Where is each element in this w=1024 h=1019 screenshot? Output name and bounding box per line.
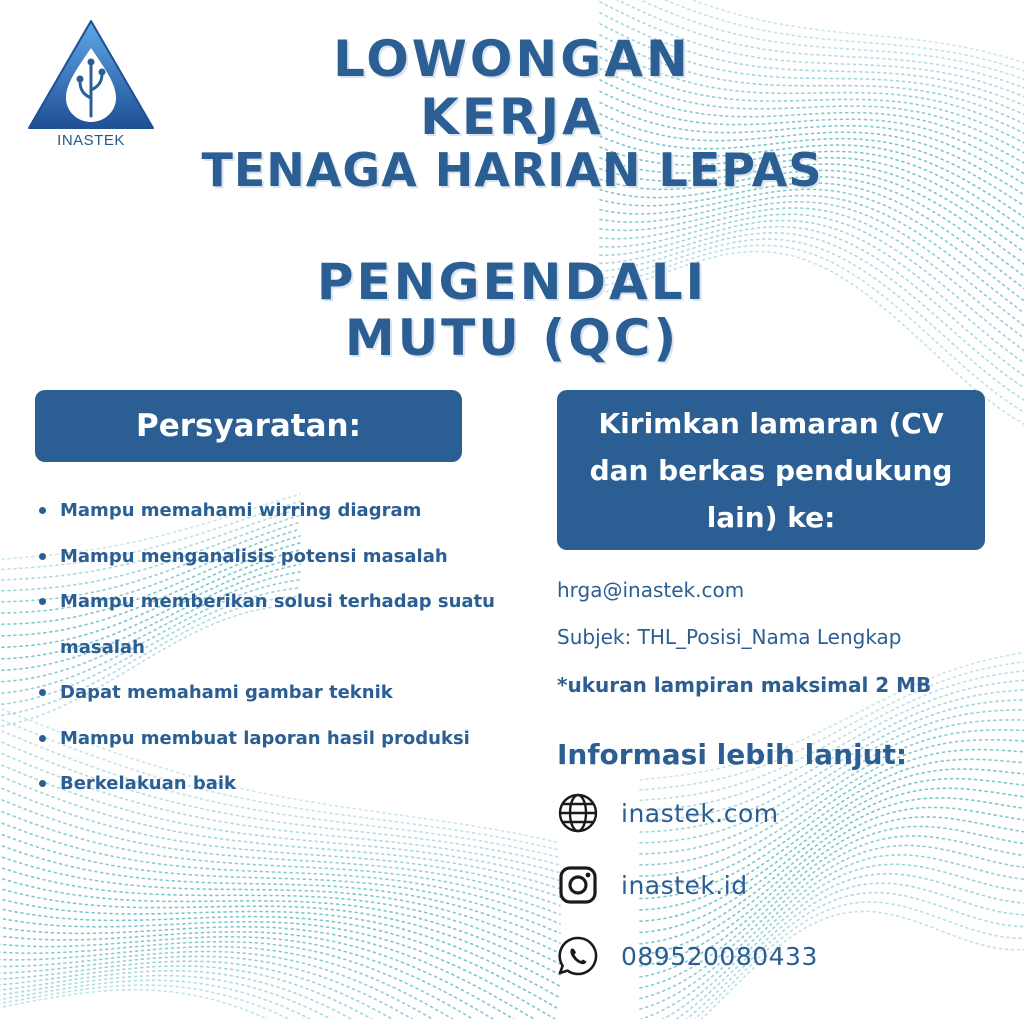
email-subject-format: Subjek: THL_Posisi_Nama Lengkap [557, 625, 902, 649]
requirements-heading-box [35, 390, 462, 462]
bullet-icon [39, 553, 46, 560]
title-line-2: KERJA [420, 88, 604, 146]
globe-icon [555, 790, 601, 836]
whatsapp-row[interactable] [555, 933, 818, 979]
title-line-1: LOWONGAN [333, 30, 691, 88]
more-info-heading: Informasi lebih lanjut: [557, 738, 908, 771]
bullet-icon [39, 689, 46, 696]
website-label: inastek.com [621, 798, 779, 828]
bullet-icon [39, 507, 46, 514]
list-item: Dapat memahami gambar teknik [34, 670, 534, 716]
application-heading-box [557, 390, 985, 550]
title-line-3: TENAGA HARIAN LEPAS [201, 143, 823, 197]
position-line-2: MUTU (QC) [344, 309, 680, 367]
website-row[interactable] [555, 790, 779, 836]
list-item: Mampu menganalisis potensi masalah [34, 534, 534, 580]
requirements-heading: Persyaratan: [135, 408, 362, 444]
list-item: Mampu memberikan solusi terhadap suatu [34, 579, 534, 625]
bullet-icon [39, 598, 46, 605]
whatsapp-label: 089520080433 [621, 941, 818, 971]
application-heading: Kirimkan lamaran (CV dan berkas pendukung lain) ke: [589, 406, 953, 534]
list-item: Berkelakuan baik [34, 761, 534, 807]
inastek-logo [26, 18, 156, 150]
instagram-label: inastek.id [621, 870, 748, 900]
position-line-1: PENGENDALI [316, 253, 708, 311]
whatsapp-icon [555, 933, 601, 979]
bullet-icon [39, 735, 46, 742]
instagram-row[interactable] [555, 862, 748, 908]
instagram-icon [555, 862, 601, 908]
bullet-icon [39, 780, 46, 787]
triangle-drop-icon [26, 18, 156, 136]
list-item-continuation: masalah [60, 636, 145, 658]
application-email[interactable]: hrga@inastek.com [557, 578, 745, 602]
list-item: Mampu memahami wirring diagram [34, 488, 534, 534]
logo-wordmark: INASTEK [57, 132, 125, 149]
attachment-size-note: *ukuran lampiran maksimal 2 MB [557, 673, 932, 697]
list-item: Mampu membuat laporan hasil produksi [34, 716, 534, 762]
requirements-list [34, 488, 534, 807]
